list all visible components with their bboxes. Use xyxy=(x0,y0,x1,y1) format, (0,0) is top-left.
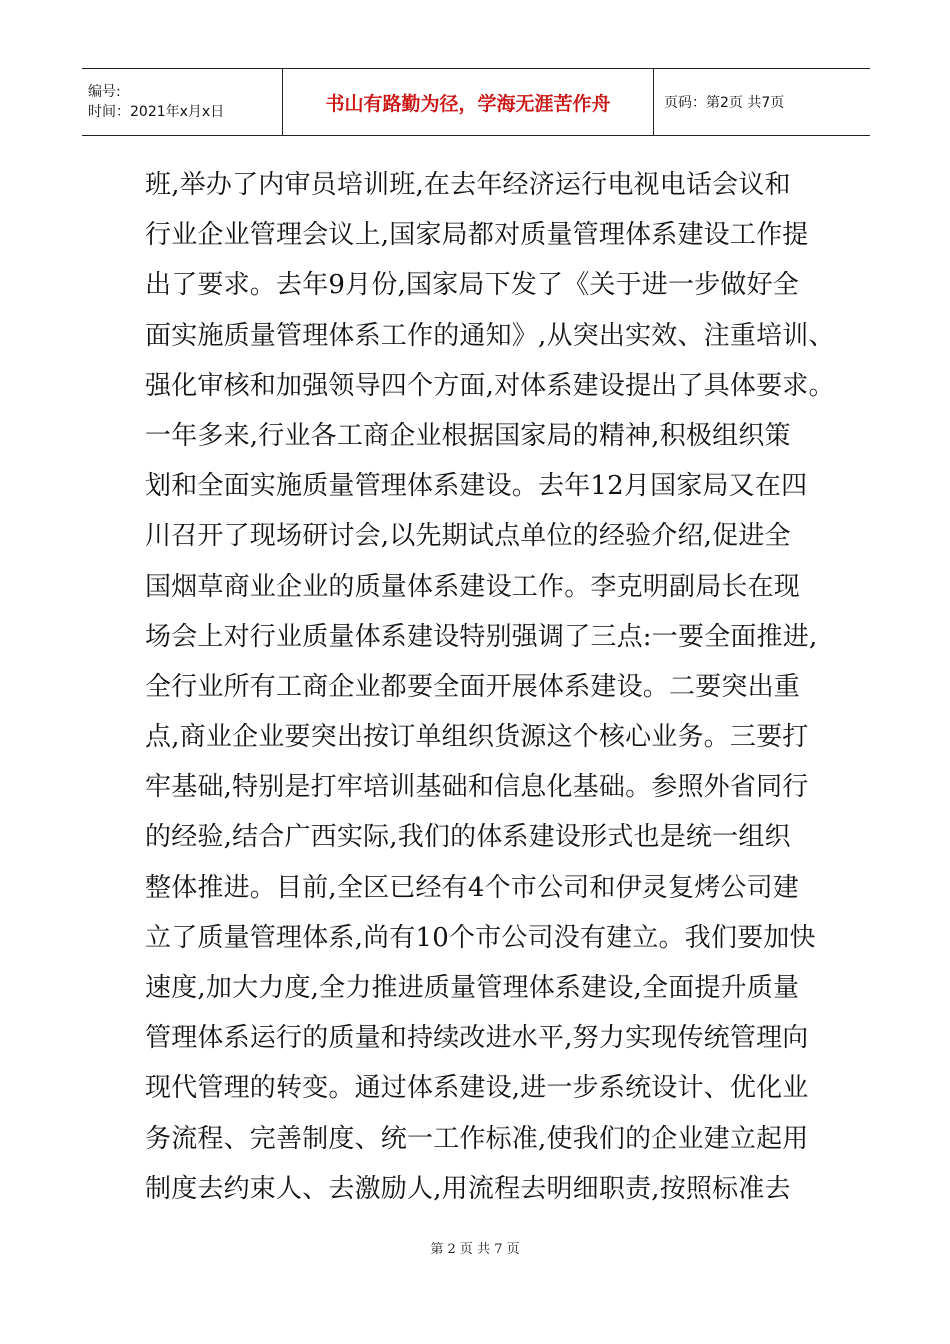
body-line: 强化审核和加强领导四个方面,对体系建设提出了具体要求。 xyxy=(145,370,835,401)
header-meta-cell xyxy=(82,69,283,135)
header-motto: 书山有路勤为径，学海无涯苦作舟 xyxy=(325,92,611,115)
body-line: 面实施质量管理体系工作的通知》,从突出实效、注重培训、 xyxy=(145,320,835,351)
body-line: 川召开了现场研讨会,以先期试点单位的经验介绍,促进全 xyxy=(145,521,791,552)
body-line: 制度去约束人、去激励人,用流程去明细职责,按照标准去 xyxy=(145,1173,791,1204)
body-line: 现代管理的转变。通过体系建设,进一步系统设计、优化业 xyxy=(145,1073,809,1104)
body-line: 务流程、完善制度、统一工作标准,使我们的企业建立起用 xyxy=(145,1123,809,1154)
body-line: 一年多来,行业各工商企业根据国家局的精神,积极组织策 xyxy=(145,420,791,451)
body-line: 牢基础,特别是打牢培训基础和信息化基础。参照外省同行 xyxy=(145,772,809,803)
body-line: 全行业所有工商企业都要全面开展体系建设。二要突出重 xyxy=(145,671,801,702)
page-footer: 第 2 页 共 7 页 xyxy=(430,1242,520,1257)
body-line: 整体推进。目前,全区已经有4个市公司和伊灵复烤公司建 xyxy=(145,872,800,903)
body-line: 点,商业企业要突出按订单组织货源这个核心业务。三要打 xyxy=(145,722,809,753)
body-line: 出了要求。去年9月份,国家局下发了《关于进一步做好全 xyxy=(145,270,800,301)
body-line: 的经验,结合广西实际,我们的体系建设形式也是统一组织 xyxy=(145,822,791,853)
header-motto-cell xyxy=(283,69,654,135)
body-line: 管理体系运行的质量和持续改进水平,努力实现传统管理向 xyxy=(145,1023,809,1054)
body-line: 立了质量管理体系,尚有10个市公司没有建立。我们要加快 xyxy=(145,922,816,953)
body-line: 班,举办了内审员培训班,在去年经济运行电视电话会议和 xyxy=(145,170,791,200)
document-time-label: 时间：2021年x月x日 xyxy=(88,104,225,120)
body-line: 场会上对行业质量体系建设特别强调了三点:一要全面推进, xyxy=(145,621,818,652)
document-body xyxy=(145,160,835,1214)
header-page-cell xyxy=(654,69,870,135)
body-line: 划和全面实施质量管理体系建设。去年12月国家局又在四 xyxy=(145,471,808,502)
header-page-info: 页码：第2页 共7页 xyxy=(664,95,785,111)
body-line: 速度,加大力度,全力推进质量管理体系建设,全面提升质量 xyxy=(145,973,800,1003)
document-number-label: 编号: xyxy=(88,84,121,100)
document-header xyxy=(82,68,870,136)
body-line: 国烟草商业企业的质量体系建设工作。李克明副局长在现 xyxy=(145,571,801,602)
body-line: 行业企业管理会议上,国家局都对质量管理体系建设工作提 xyxy=(145,220,809,251)
